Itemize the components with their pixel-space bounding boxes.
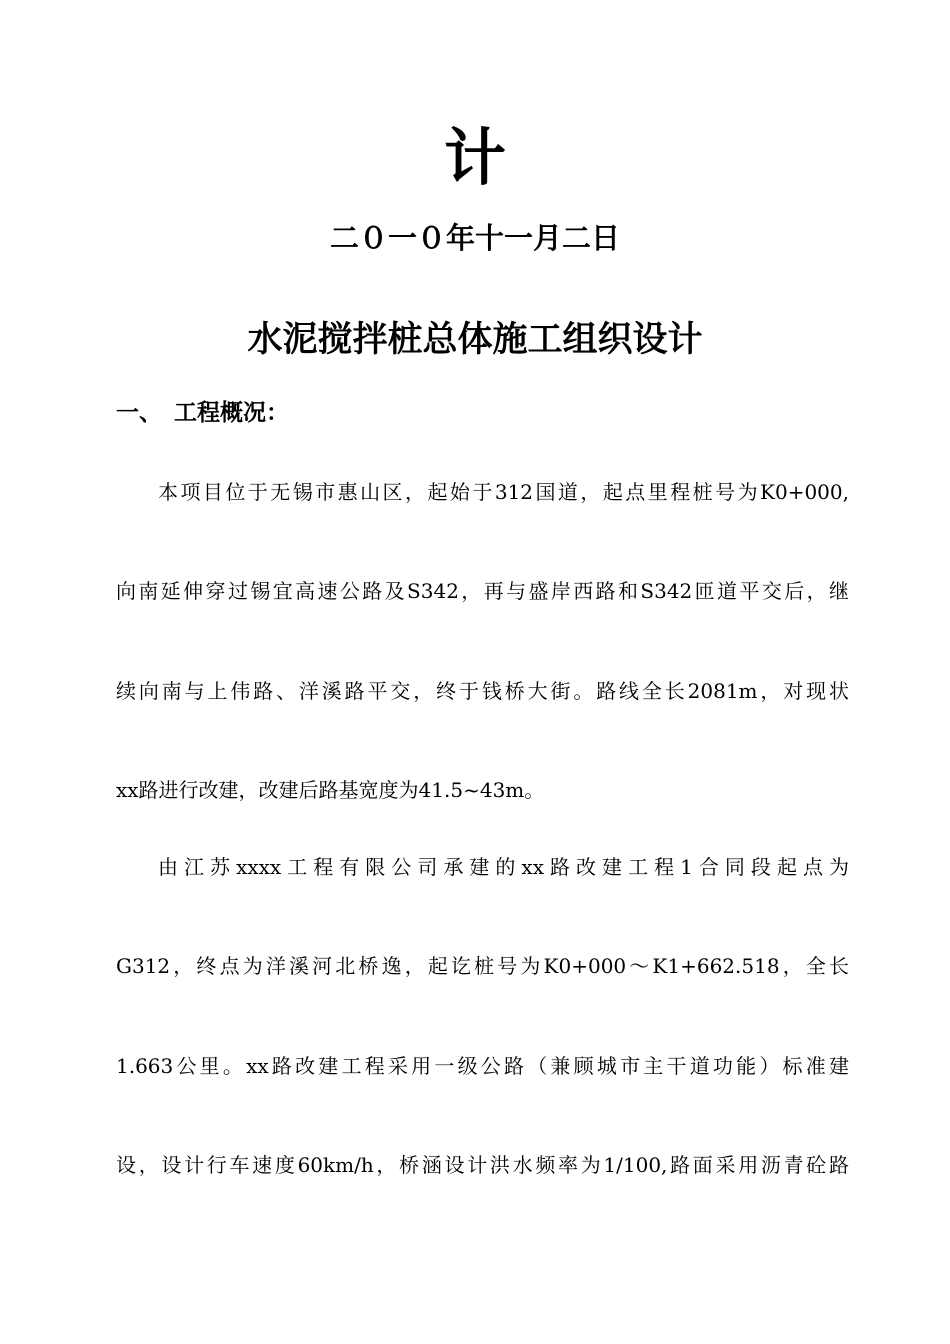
paragraph-1-line-1: 本项目位于无锡市惠山区，起始于312国道，起点里程桩号为K0+000, bbox=[158, 480, 849, 504]
section-number: 一、 bbox=[116, 399, 162, 426]
header-character: 计 bbox=[443, 121, 506, 194]
paragraph-2-line-4: 设，设计行车速度60km/h，桥涵设计洪水频率为1/100,路面采用沥青砼路 bbox=[116, 1153, 849, 1177]
paragraph-1-line-3: 续向南与上伟路、洋溪路平交，终于钱桥大街。路线全长2081m，对现状 bbox=[116, 679, 849, 703]
document-date: 二０一０年十一月二日 bbox=[329, 221, 620, 255]
paragraph-1-line-2: 向南延伸穿过锡宜高速公路及S342，再与盛岸西路和S342匝道平交后，继 bbox=[116, 579, 849, 603]
document-title: 水泥搅拌桩总体施工组织设计 bbox=[247, 319, 703, 360]
paragraph-2-line-3: 1.663公里。xx路改建工程采用一级公路（兼顾城市主干道功能）标准建 bbox=[116, 1054, 849, 1078]
paragraph-2-line-1: 由江苏xxxx工程有限公司承建的xx路改建工程1合同段起点为 bbox=[158, 855, 849, 879]
paragraph-2-line-2: G312，终点为洋溪河北桥逸，起讫桩号为K0+000～K1+662.518，全长 bbox=[116, 954, 849, 978]
section-title: 工程概况： bbox=[174, 399, 289, 426]
paragraph-1-line-4: xx路进行改建，改建后路基宽度为41.5~43m。 bbox=[116, 778, 545, 802]
section-heading bbox=[116, 396, 289, 430]
